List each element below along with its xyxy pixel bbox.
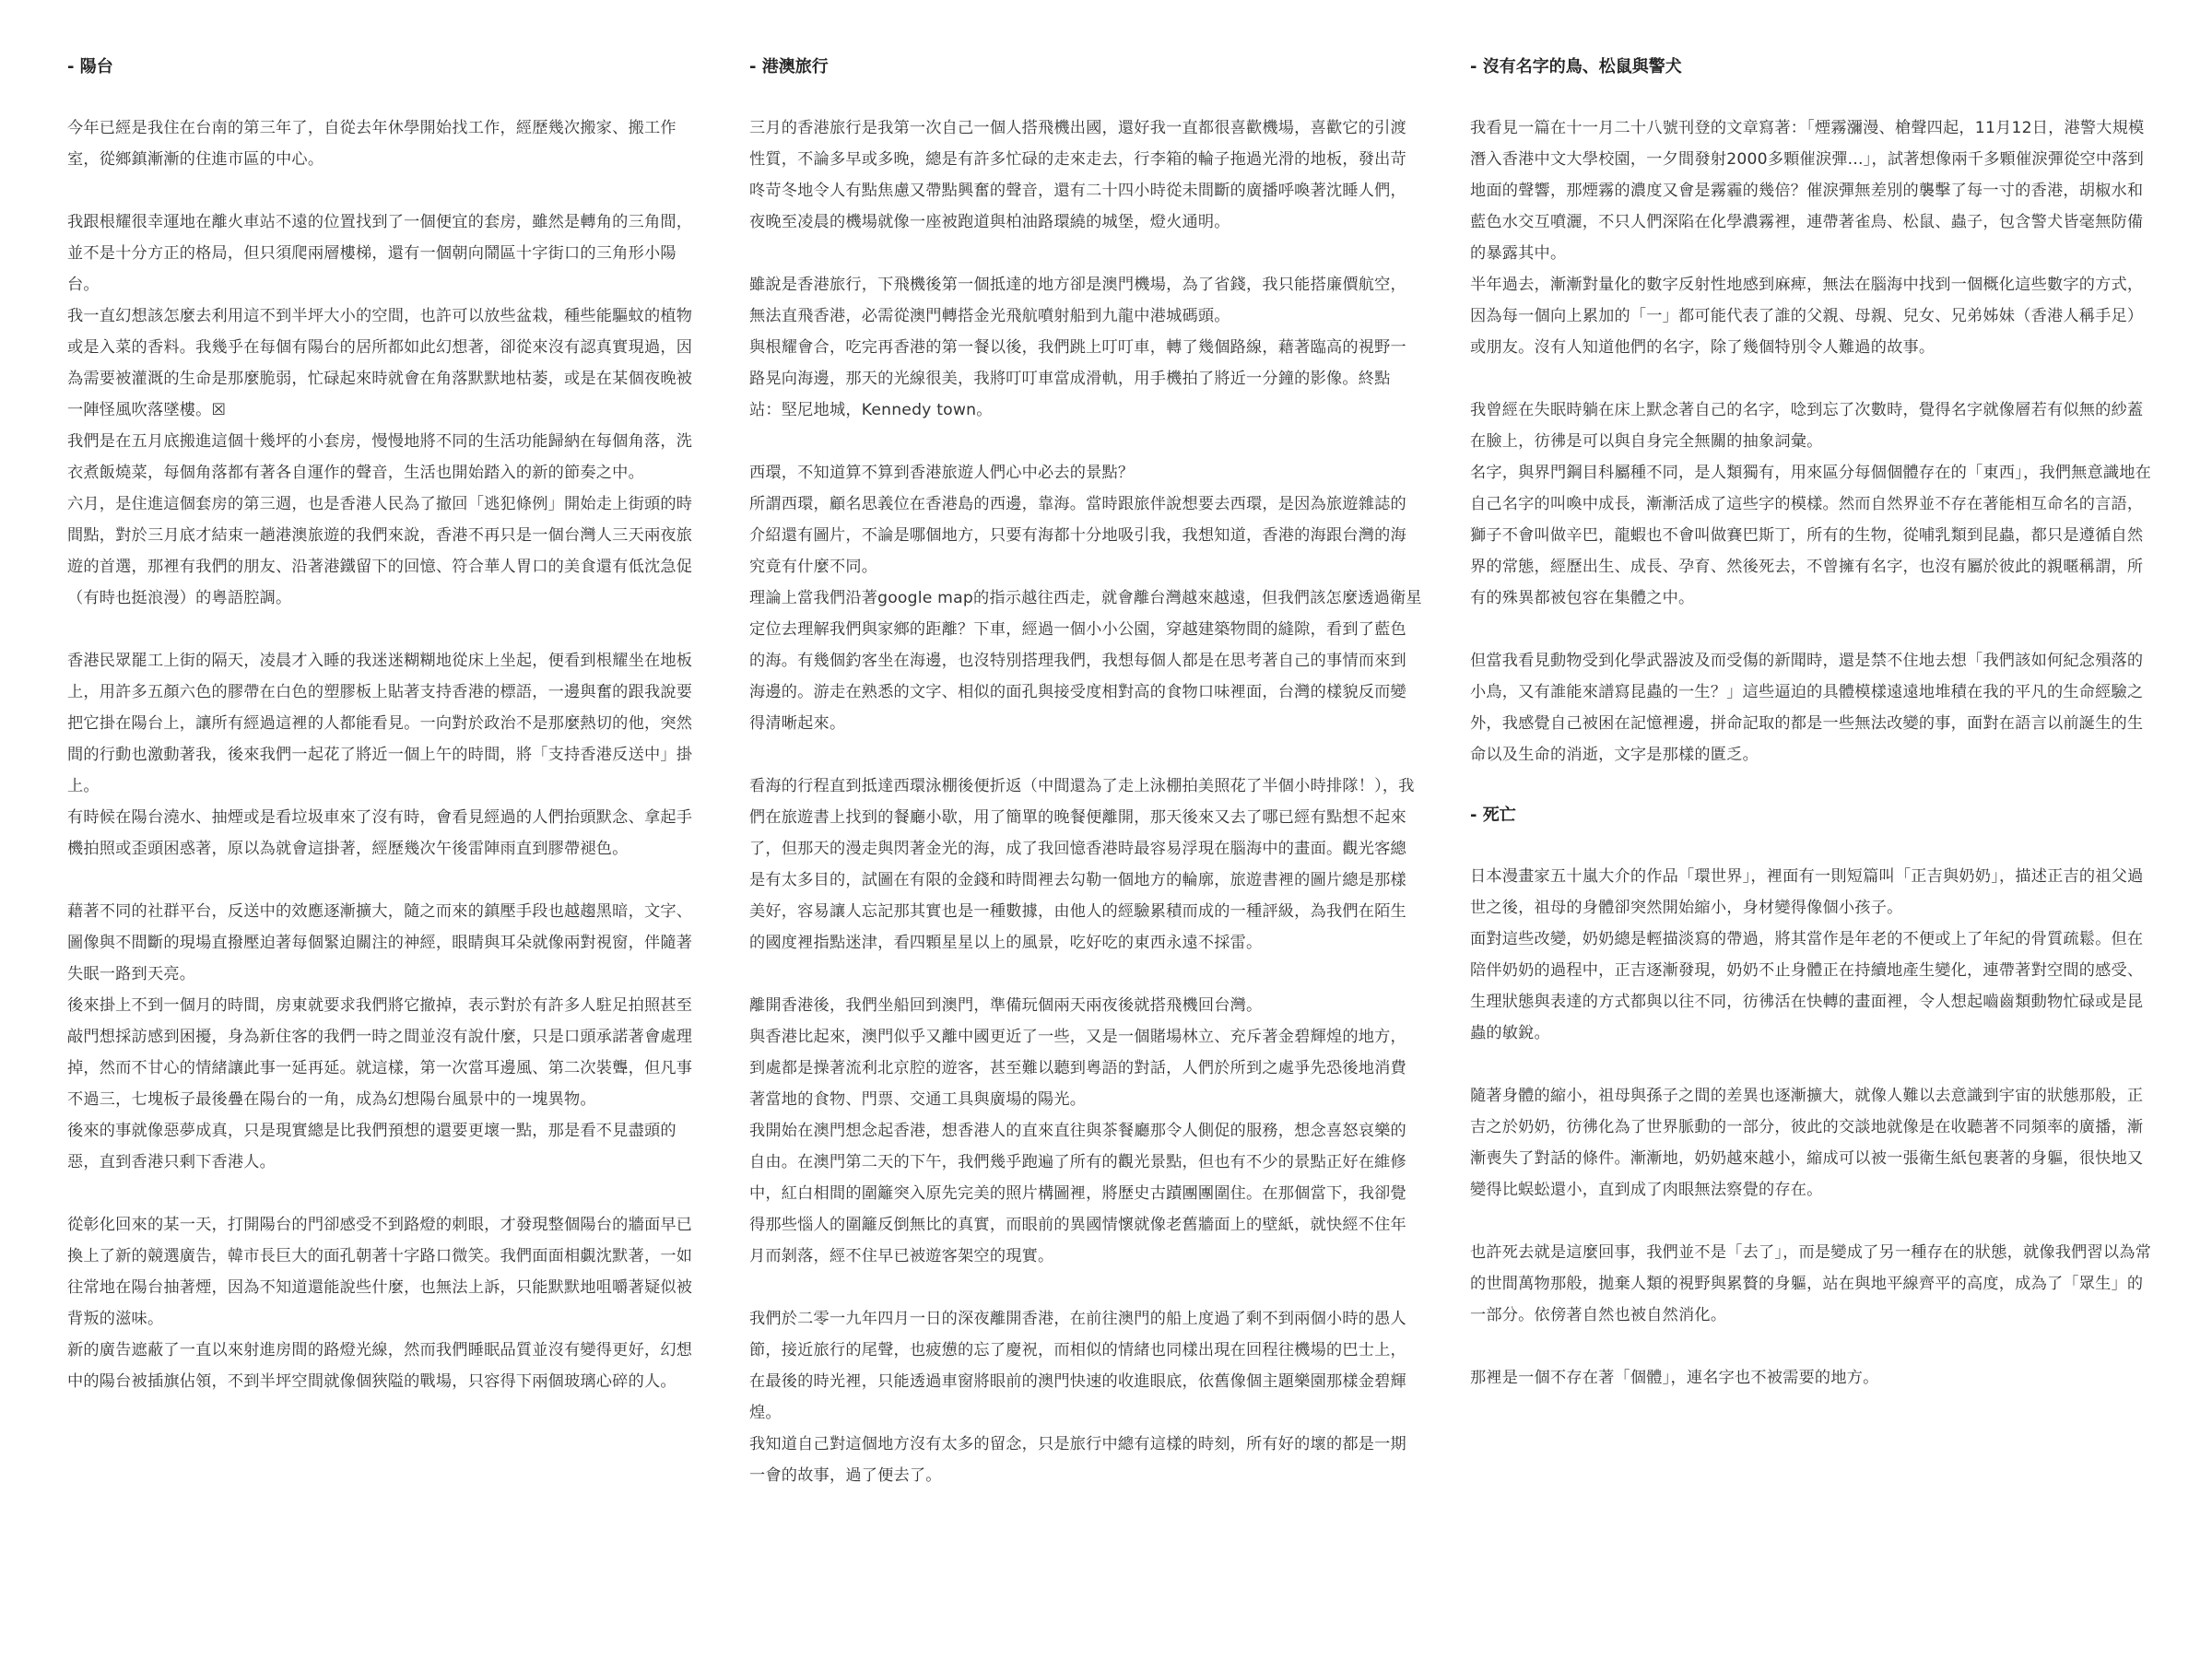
paragraph-gap	[1470, 1331, 2157, 1362]
paragraph: 離開香港後，我們坐船回到澳門，準備玩個兩天兩夜後就搭飛機回台灣。	[749, 996, 1263, 1015]
paragraph-gap	[67, 865, 703, 896]
paragraph: 與根耀會合，吃完再香港的第一餐以後，我們跳上叮叮車，轉了幾個路線，藉著臨高的視野一路晃向海邊，那天的光線很美，我將叮叮車當成滑軌，用手機拍了將近一分鐘的影像。終點站：堅尼地城，Kennedy town。	[749, 338, 1406, 419]
paragraph: 我知道自己對這個地方沒有太多的留念，只是旅行中總有這樣的時刻，所有好的壞的都是一期一會的故事，過了便去了。	[749, 1435, 1406, 1485]
column-2	[749, 53, 1422, 1523]
paragraph: 我們是在五月底搬進這個十幾坪的小套房，慢慢地將不同的生活功能歸納在每個角落，洗衣煮飯燒菜，每個角落都有著各自運作的聲音，生活也開始踏入的新的節奏之中。	[67, 432, 693, 482]
paragraph: 名字，與界門鋼目科屬種不同，是人類獨有，用來區分每個個體存在的「東西」，我們無意識地在自己名字的叫喚中成長，漸漸活成了這些字的模樣。然而自然界並不存在著能相互命名的言語，獅子不會叫做辛巴，龍蝦也不會叫做賽巴斯丁，所有的生物，從哺乳類到昆蟲，都只是遵循自然界的常態，經歷出生、成長、孕育、然後死去，不曾擁有名字，也沒有屬於彼此的親暱稱謂，所有的殊異都被包容在集體之中。	[1470, 464, 2152, 607]
paragraph: 面對這些改變，奶奶總是輕描淡寫的帶過，將其當作是年老的不便或上了年紀的骨質疏鬆。但在陪伴奶奶的過程中，正吉逐漸發現，奶奶不止身體正在持續地產生變化，連帶著對空間的感受、生理狀態與表達的方式都與以往不同，彷彿活在快轉的畫面裡，令人想起嚙齒類動物忙碌或是昆蟲的敏銳。	[1470, 930, 2144, 1042]
paragraph: 理論上當我們沿著google map的指示越往西走，就會離台灣越來越遠，但我們該怎麼透過衛星定位去理解我們與家鄉的距離？下車，經過一個小小公園，穿越建築物間的縫隙，看到了藍色的海。有幾個釣客坐在海邊，也沒特別搭理我們，我想每個人都是在思考著自己的事情而來到海邊的。游走在熟悉的文字、相似的面孔與接受度相對高的食物口味裡面，台灣的樣貌反而變得清晰起來。	[749, 589, 1422, 733]
paragraph: 也許死去就是這麼回事，我們並不是「去了」，而是變成了另一種存在的狀態，就像我們習以為常的世間萬物那般，拋棄人類的視野與累贅的身軀，站在與地平線齊平的高度，成為了「眾生」的一部分。依傍著自然也被自然消化。	[1470, 1243, 2152, 1324]
paragraph-gap	[67, 175, 703, 206]
paragraph-gap	[67, 1178, 703, 1209]
paragraph-gap	[749, 739, 1422, 771]
paragraph-gap	[1470, 1206, 2157, 1237]
paragraph: 與香港比起來，澳門似乎又離中國更近了一些，又是一個賭場林立、充斥著金碧輝煌的地方，到處都是操著流利北京腔的遊客，甚至難以聽到粵語的對話，人們於所到之處爭先恐後地消費著當地的食物、門票、交通工具與廣場的陽光。	[749, 1028, 1406, 1109]
paragraph: 但當我看見動物受到化學武器波及而受傷的新聞時，還是禁不住地去想「我們該如何紀念殞落的小鳥，又有誰能來譜寫昆蟲的一生？」這些逼迫的具體模樣遠遠地堆積在我的平凡的生命經驗之外，我感覺自己被困在記憶裡邊，拼命記取的都是一些無法改變的事，面對在語言以前誕生的生命以及生命的消逝，文字是那樣的匱乏。	[1470, 652, 2144, 764]
paragraph: 隨著身體的縮小，祖母與孫子之間的差異也逐漸擴大，就像人難以去意識到宇宙的狀態那般，正吉之於奶奶，彷彿化為了世界脈動的一部分，彼此的交談地就像是在收聽著不同頻率的廣播，漸漸喪失了對話的條件。漸漸地，奶奶越來越小，縮成可以被一張衛生紙包裹著的身軀，很快地又變得比蜈蚣還小，直到成了肉眼無法察覺的存在。	[1470, 1087, 2144, 1199]
paragraph: 我開始在澳門想念起香港，想香港人的直來直往與茶餐廳那令人側促的服務，想念喜怒哀樂的自由。在澳門第二天的下午，我們幾乎跑遍了所有的觀光景點，但也有不少的景點正好在維修中，紅白相間的圍籬突入原先完美的照片構圖裡，將歷史古蹟團團圍住。在那個當下，我卻覺得那些惱人的圍籬反倒無比的真實，而眼前的異國情懷就像老舊牆面上的壁紙，就快經不住年月而剝落，經不住早已被遊客架空的現實。	[749, 1122, 1406, 1265]
paragraph: 後來掛上不到一個月的時間，房東就要求我們將它撤掉，表示對於有許多人駐足拍照甚至敲門想採訪感到困擾，身為新住客的我們一時之間並沒有說什麼，只是口頭承諾著會處理掉，然而不甘心的情緒讓此事一延再延。就這樣，第一次當耳邊風、第二次裝聾，但凡事不過三，七塊板子最後疊在陽台的一角，成為幻想陽台風景中的一塊異物。	[67, 996, 693, 1109]
paragraph-gap	[1470, 614, 2157, 645]
paragraph: 半年過去，漸漸對量化的數字反射性地感到麻痺，無法在腦海中找到一個概化這些數字的方式，因為每一個向上累加的「一」都可能代表了誰的父親、母親、兒女、兄弟姊妹（香港人稱手足）或朋友。沒有人知道他們的名字，除了幾個特別令人難過的故事。	[1470, 276, 2144, 357]
paragraph-gap	[749, 238, 1422, 269]
paragraph-gap	[749, 959, 1422, 990]
column-3	[1470, 53, 2157, 1425]
paragraph-gap	[749, 426, 1422, 457]
column-1	[67, 53, 703, 1429]
paragraph: 西環，不知道算不算到香港旅遊人們心中必去的景點？	[749, 464, 1135, 482]
paragraph: 今年已經是我住在台南的第三年了，自從去年休學開始找工作，經歷幾次搬家、搬工作室，從鄉鎮漸漸的住進市區的中心。	[67, 119, 677, 169]
paragraph: 香港民眾罷工上街的隔天，凌晨才入睡的我迷迷糊糊地從床上坐起，便看到根耀坐在地板上，用許多五顏六色的膠帶在白色的塑膠板上貼著支持香港的標語，一邊與奮的跟我說要把它掛在陽台上，讓所有經過這裡的人都能看見。一向對於政治不是那麼熱切的他，突然間的行動也激動著我，後來我們一起花了將近一個上午的時間，將「支持香港反送中」掛上。	[67, 652, 693, 795]
paragraph: 所謂西環，顧名思義位在香港島的西邊，靠海。當時跟旅伴說想要去西環，是因為旅遊雜誌的介紹還有圖片，不論是哪個地方，只要有海都十分地吸引我，我想知道，香港的海跟台灣的海究竟有什麼不同。	[749, 495, 1406, 576]
paragraph: 我曾經在失眠時躺在床上默念著自己的名字，唸到忘了次數時，覺得名字就像層若有似無的紗蓋在臉上，彷彿是可以與自身完全無關的抽象詞彙。	[1470, 401, 2144, 451]
paragraph-gap	[1470, 363, 2157, 394]
paragraph: 六月，是住進這個套房的第三週，也是香港人民為了撤回「逃犯條例」開始走上街頭的時間點，對於三月底才結束一趟港澳旅遊的我們來說，香港不再只是一個台灣人三天兩夜旅遊的首選，那裡有我們的朋友、沿著港鐵留下的回憶、符合華人胃口的美食還有低沈急促（有時也挺浪漫）的粵語腔調。	[67, 495, 693, 607]
section-heading: - 港澳旅行	[749, 57, 829, 76]
paragraph: 我看見一篇在十一月二十八號刊登的文章寫著：「煙霧瀰漫、槍聲四起，11月12日，港警大規模潛入香港中文大學校園，一夕間發射2000多顆催淚彈...」，試著想像兩千多顆催淚彈從空中落到地面的聲響，那煙霧的濃度又會是霧霾的幾倍？催淚彈無差別的襲擊了每一寸的香港，胡椒水和藍色水交互噴灑，不只人們深陷在化學濃霧裡，連帶著雀鳥、松鼠、蟲子，包含警犬皆毫無防備的暴露其中。	[1470, 119, 2145, 263]
paragraph: 那裡是一個不存在著「個體」，連名字也不被需要的地方。	[1470, 1369, 1879, 1387]
paragraph: 我們於二零一九年四月一日的深夜離開香港，在前往澳門的船上度過了剩不到兩個小時的愚人節，接近旅行的尾聲，也疲憊的忘了慶祝，而相似的情緒也同樣出現在回程往機場的巴士上，在最後的時光裡，只能透過車窗將眼前的澳門快速的收進眼底，依舊像個主題樂園那樣金碧輝煌。	[749, 1310, 1406, 1422]
paragraph: 三月的香港旅行是我第一次自己一個人搭飛機出國，還好我一直都很喜歡機場，喜歡它的引渡性質，不論多早或多晚，總是有許多忙碌的走來走去，行李箱的輪子拖過光滑的地板，發出苛咚苛冬地令人有點焦慮又帶點興奮的聲音，還有二十四小時從未間斷的廣播呼喚著沈睡人們，夜晚至凌晨的機場就像一座被跑道與柏油路環繞的城堡，燈火通明。	[749, 119, 1406, 231]
article-section	[1470, 802, 2157, 1394]
article-section	[749, 53, 1422, 1491]
paragraph: 新的廣告遮蔽了一直以來射進房間的路燈光線，然而我們睡眠品質並沒有變得更好，幻想中的陽台被插旗佔領，不到半坪空間就像個狹隘的戰場，只容得下兩個玻璃心碎的人。	[67, 1341, 693, 1391]
paragraph-gap	[1470, 1049, 2157, 1080]
section-heading: - 陽台	[67, 57, 113, 76]
section-heading: - 沒有名字的鳥、松鼠與警犬	[1470, 57, 1682, 76]
paragraph-gap	[749, 1272, 1422, 1303]
paragraph: 藉著不同的社群平台，反送中的效應逐漸擴大，隨之而來的鎮壓手段也越趨黑暗，文字、圖像與不間斷的現場直撥壓迫著每個緊迫關注的神經，眼睛與耳朵就像兩對視窗，伴隨著失眠一路到天亮。	[67, 902, 693, 983]
paragraph: 日本漫畫家五十嵐大介的作品「環世界」，裡面有一則短篇叫「正吉與奶奶」，描述正吉的祖父過世之後，祖母的身體卻突然開始縮小，身材變得像個小孩子。	[1470, 867, 2144, 917]
article-section	[1470, 53, 2157, 771]
paragraph: 從彰化回來的某一天，打開陽台的門卻感受不到路燈的刺眼，才發現整個陽台的牆面早已換上了新的競選廣告，韓市長巨大的面孔朝著十字路口微笑。我們面面相覷沈默著，一如往常地在陽台抽著煙，因為不知道還能說些什麼，也無法上訴，只能默默地咀嚼著疑似被背叛的滋味。	[67, 1216, 693, 1328]
section-heading: - 死亡	[1470, 806, 1516, 825]
paragraph: 我跟根耀很幸運地在離火車站不遠的位置找到了一個便宜的套房，雖然是轉角的三角間，並不是十分方正的格局，但只須爬兩層樓梯，還有一個朝向鬧區十字街口的三角形小陽台。	[67, 213, 693, 294]
paragraph: 有時候在陽台澆水、抽煙或是看垃圾車來了沒有時，會看見經過的人們抬頭默念、拿起手機拍照或歪頭困惑著，原以為就會這掛著，經歷幾次午後雷陣雨直到膠帶褪色。	[67, 808, 693, 858]
paragraph-gap	[67, 614, 703, 645]
paragraph: 雖說是香港旅行，下飛機後第一個抵達的地方卻是澳門機場，為了省錢，我只能搭廉價航空，無法直飛香港，必需從澳門轉搭金光飛航噴射船到九龍中港城碼頭。	[749, 276, 1406, 325]
article-section	[67, 53, 703, 1397]
paragraph: 看海的行程直到抵達西環泳棚後便折返（中間還為了走上泳棚拍美照花了半個小時排隊！），我們在旅遊書上找到的餐廳小歇，用了簡單的晚餐便離開，那天後來又去了哪已經有點想不起來了，但那天的漫走與閃著金光的海，成了我回憶香港時最容易浮現在腦海中的畫面。觀光客總是有太多目的，試圖在有限的金錢和時間裡去勾勒一個地方的輪廓，旅遊書裡的圖片總是那樣美好，容易讓人忘記那其實也是一種數據，由他人的經驗累積而成的一種評級，為我們在陌生的國度裡指點迷津，看四顆星星以上的風景，吃好吃的東西永遠不採雷。	[749, 777, 1415, 952]
paragraph: 後來的事就像惡夢成真，只是現實總是比我們預想的還要更壞一點，那是看不見盡頭的惡，直到香港只剩下香港人。	[67, 1122, 677, 1171]
paragraph: 我一直幻想該怎麼去利用這不到半坪大小的空間，也許可以放些盆栽，種些能驅蚊的植物或是入菜的香料。我幾乎在每個有陽台的居所都如此幻想著，卻從來沒有認真實現過，因為需要被灌溉的生命是那麼脆弱，忙碌起來時就會在角落默默地枯萎，或是在某個夜晚被一陣怪風吹落墜樓。☒	[67, 307, 693, 419]
